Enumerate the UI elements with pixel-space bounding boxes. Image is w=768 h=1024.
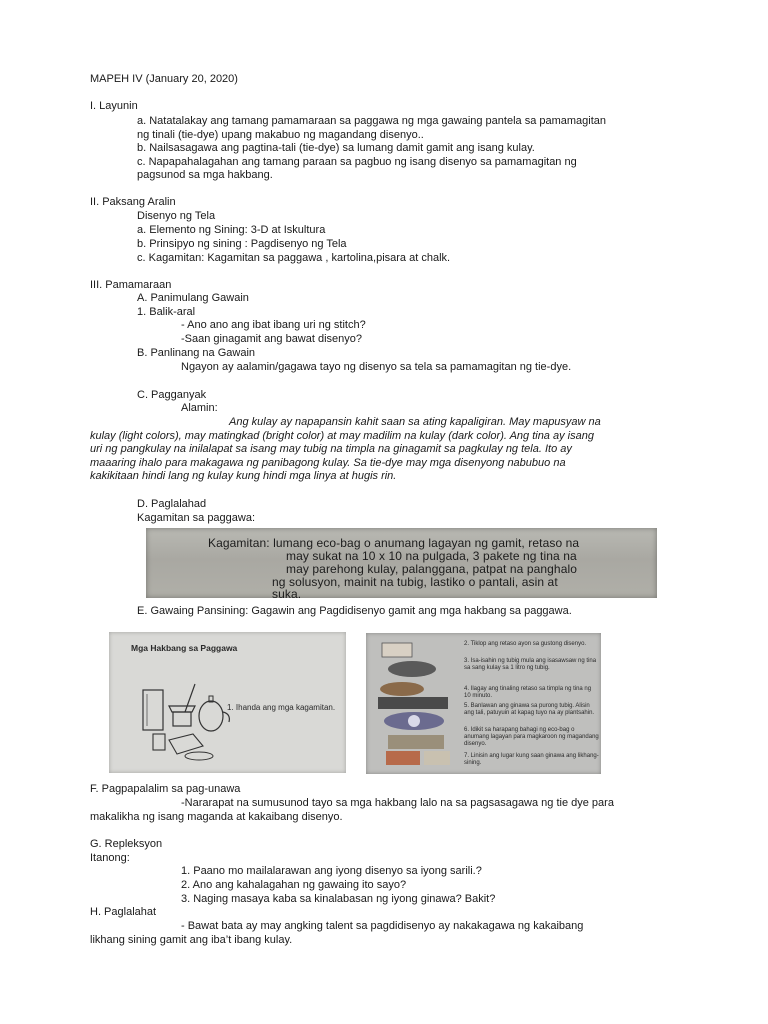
- pagpapalalim-line1: -Nararapat na sumusunod tayo sa mga hakbang lalo na sa pagsasagawa ng tie dye para: [181, 797, 614, 809]
- subheading-balik-aral: 1. Balik-aral: [137, 306, 196, 318]
- section-heading-layunin: I. Layunin: [90, 100, 138, 112]
- subheading-panimulang-gawain: A. Panimulang Gawain: [137, 292, 249, 304]
- alamin-paragraph-line: maaaring ihalo para makagawa ng panibagong kulay. Sa tie-dye may mga disenyong nabubuo na: [90, 457, 566, 469]
- alamin-paragraph-line: kakikitaan hindi lang ng kulay kung hindi mga linya at hugis rin.: [90, 470, 397, 482]
- section-heading-pamamaraan: III. Pamamaraan: [90, 279, 172, 291]
- procedure-step: 6. Idikit sa harapang bahagi ng eco-bag o anumang lagayan para magkaroon ng magandang disenyo.: [464, 727, 599, 747]
- steps-photo-materials: [109, 632, 346, 773]
- steps-photo-procedure: [366, 633, 601, 774]
- tie-dye-steps-illustration: [372, 639, 462, 769]
- procedure-step: 5. Banlawan ang ginawa sa purong tubig. Alisin ang tali, patuyuin at kapag tuyo na ay plantsahin.: [464, 703, 595, 716]
- materials-photo-line: ng solusyon, mainit na tubig, lastiko o pantali, asin at: [272, 575, 558, 589]
- itanong-label: Itanong:: [90, 852, 130, 864]
- materials-photo-line: may sukat na 10 x 10 na pulgada, 3 pakete ng tina na: [286, 549, 577, 563]
- subheading-repleksyon: G. Repleksyon: [90, 838, 163, 850]
- topic-item-a: a. Elemento ng Sining: 3-D at Iskultura: [137, 224, 326, 236]
- materials-photo: [146, 528, 657, 598]
- subheading-paglalahat: H. Paglalahat: [90, 906, 157, 918]
- objective-b: b. Nailsasagawa ang pagtina-tali (tie-dye) sa lumang damit gamit ang isang kulay.: [137, 142, 535, 154]
- review-question-2: -Saan ginagamit ang bawat disenyo?: [181, 333, 363, 345]
- objective-c-line2: pagsunod sa mga hakbang.: [137, 169, 273, 181]
- topic-item-b: b. Prinsipyo ng sining : Pagdisenyo ng Tela: [137, 238, 347, 250]
- subheading-paglalahad: D. Paglalahad: [137, 498, 207, 510]
- objective-a-line1: a. Natatalakay ang tamang pamamaraan sa paggawa ng mga gawaing pantela sa pamamagitan: [137, 115, 607, 127]
- alamin-paragraph-line: Ang kulay ay napapansin kahit saan sa ating kapaligiran. May mapusyaw na: [229, 416, 601, 428]
- subheading-pagpapalalim: F. Pagpapalalim sa pag-unawa: [90, 783, 241, 795]
- section-heading-paksang-aralin: II. Paksang Aralin: [90, 196, 176, 208]
- kitchen-tools-illustration: [139, 676, 249, 773]
- topic-item-c: c. Kagamitan: Kagamitan sa paggawa , kartolina,pisara at chalk.: [137, 252, 451, 264]
- procedure-step: 3. Isa-isahin ng tubig mula ang isasawsaw ng tina sa sang kulay sa 1 litro ng tubig.: [464, 658, 597, 671]
- subheading-gawaing-pansining: E. Gawaing Pansining: Gagawin ang Pagdidisenyo gamit ang mga hakbang sa paggawa.: [137, 605, 572, 617]
- paglalahat-line1: - Bawat bata ay may angking talent sa pagdidisenyo ay nakakagawa ng kakaibang: [181, 920, 584, 932]
- procedure-step: 4. Ilagay ang tinaling retaso sa timpla ng tina ng 10 minuto.: [464, 686, 592, 699]
- subheading-pagganyak: C. Pagganyak: [137, 389, 207, 401]
- procedure-step: 2. Tiklop ang retaso ayon sa gustong disenyo.: [464, 641, 587, 647]
- reflection-question: 1. Paano mo mailalarawan ang iyong disenyo sa iyong sarili.?: [181, 865, 482, 877]
- reflection-question: 2. Ano ang kahalagahan ng gawaing ito sayo?: [181, 879, 407, 891]
- materials-photo-line: suka.: [272, 587, 302, 598]
- materials-label: Kagamitan sa paggawa:: [137, 512, 256, 524]
- objective-a-line2: ng tinali (tie-dye) upang makabuo ng magandang disenyo..: [137, 129, 424, 141]
- alamin-label: Alamin:: [181, 402, 218, 414]
- steps-photo-title: Mga Hakbang sa Paggawa: [131, 643, 238, 653]
- materials-photo-line: may parehong kulay, palanggana, patpat na panghalo: [286, 562, 578, 576]
- procedure-step: 7. Linisin ang lugar kung saan ginawa ang likhang-sining.: [464, 753, 599, 766]
- document-title: MAPEH IV (January 20, 2020): [90, 73, 238, 85]
- steps-photo-step-1: 1. Ihanda ang mga kagamitan.: [227, 703, 336, 712]
- alamin-paragraph-line: uri ng pangkulay na inilalapat sa isang may tubig na timpla na ginagamit sa pagkulay ng tela. Ito ay: [90, 443, 572, 455]
- topic-title: Disenyo ng Tela: [137, 210, 216, 222]
- objective-c-line1: c. Napapahalagahan ang tamang paraan sa pagbuo ng isang disenyo sa pamamagitan ng: [137, 156, 577, 168]
- paglalahat-line2: likhang sining gamit ang iba’t ibang kulay.: [90, 934, 293, 946]
- subheading-panlinang: B. Panlinang na Gawain: [137, 347, 256, 359]
- panlinang-text: Ngayon ay aalamin/gagawa tayo ng disenyo sa tela sa pamamagitan ng tie-dye.: [181, 361, 572, 373]
- alamin-paragraph-line: kulay (light colors), may matingkad (bright color) at may madilim na kulay (dark color). Ang tina ay isang: [90, 430, 594, 442]
- materials-photo-line: Kagamitan: lumang eco-bag o anumang lagayan ng gamit, retaso na: [208, 536, 580, 550]
- pagpapalalim-line2: makalikha ng isang maganda at kakaibang disenyo.: [90, 811, 343, 823]
- reflection-question: 3. Naging masaya kaba sa kinalabasan ng iyong ginawa? Bakit?: [181, 893, 496, 905]
- review-question-1: - Ano ano ang ibat ibang uri ng stitch?: [181, 319, 366, 331]
